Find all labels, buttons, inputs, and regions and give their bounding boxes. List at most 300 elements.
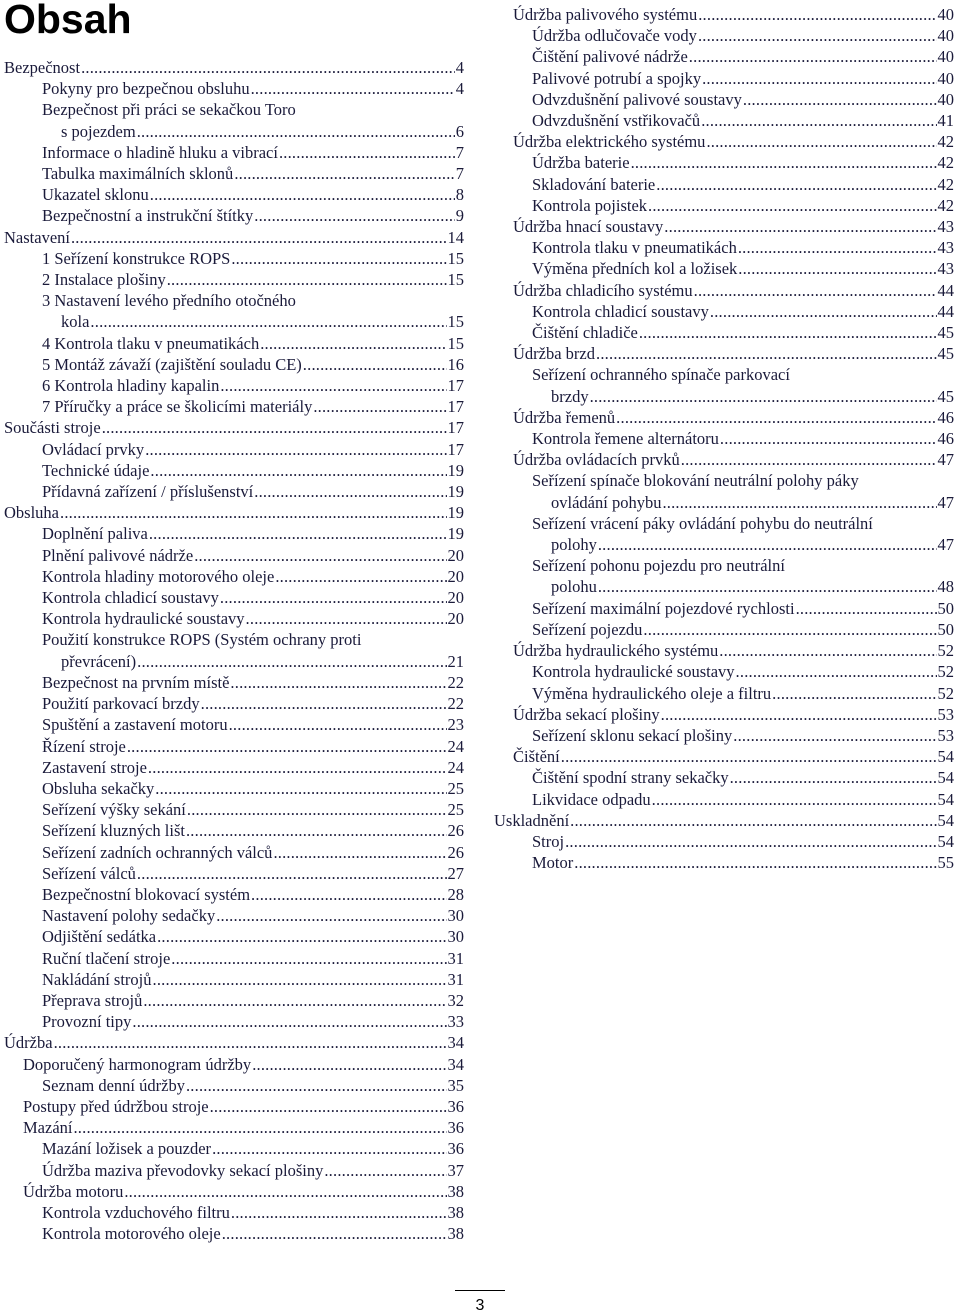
toc-page-number: 46 (937, 429, 954, 449)
toc-entry[interactable] (494, 280, 954, 301)
dot-leader (220, 587, 447, 608)
toc-entry-title: Tabulka maximálních sklonů (42, 164, 234, 184)
toc-entry[interactable] (4, 290, 464, 332)
dot-leader (201, 693, 447, 714)
dot-leader (275, 566, 446, 587)
toc-page-number: 40 (937, 68, 954, 88)
toc-entry[interactable] (4, 439, 464, 460)
dot-leader (273, 842, 446, 863)
toc-entry[interactable] (4, 184, 464, 205)
toc-entry-title: Provozní tipy (42, 1012, 132, 1032)
toc-entry-title: Použití konstrukce ROPS (Systém ochrany proti (42, 630, 362, 650)
toc-entry[interactable] (4, 820, 464, 841)
toc-entry[interactable] (494, 810, 954, 831)
toc-entry-title: Údržba hydraulického systému (513, 641, 719, 661)
toc-entry[interactable] (4, 545, 464, 566)
dot-leader (231, 248, 446, 269)
toc-entry[interactable] (4, 78, 464, 99)
toc-entry[interactable] (4, 926, 464, 947)
toc-entry-title: Údržba ovládacích prvků (513, 450, 680, 470)
toc-entry-title: Doporučený harmonogram údržby (23, 1054, 252, 1074)
dot-leader (194, 545, 446, 566)
toc-page-number: 40 (937, 5, 954, 24)
toc-entry-title: Ruční tlačení stroje (42, 948, 171, 968)
toc-entry[interactable] (4, 1160, 464, 1181)
toc-page-number: 53 (937, 704, 954, 724)
toc-page-number: 44 (937, 301, 954, 321)
toc-entry[interactable] (4, 142, 464, 163)
toc-entry[interactable] (4, 205, 464, 226)
toc-entry-title: Řízení stroje (42, 736, 126, 756)
toc-page-number: 26 (447, 821, 464, 841)
toc-entry[interactable] (494, 725, 954, 746)
dot-leader (73, 1117, 446, 1138)
toc-page-number: 50 (937, 619, 954, 639)
toc-page-number: 42 (937, 132, 954, 152)
toc-entry[interactable] (4, 799, 464, 820)
dot-leader (137, 863, 447, 884)
toc-page-number: 25 (447, 800, 464, 820)
toc-entry-title: Kontrola hydraulické soustavy (42, 609, 245, 629)
dot-leader (229, 714, 447, 735)
toc-entry[interactable] (494, 237, 954, 258)
toc-entry[interactable] (494, 767, 954, 788)
toc-entry[interactable] (4, 714, 464, 735)
toc-entry[interactable] (494, 322, 954, 343)
toc-entry-title: Čištění spodní strany sekačky (532, 768, 729, 788)
toc-entry[interactable] (4, 566, 464, 587)
toc-entry[interactable] (494, 174, 954, 195)
toc-page-number: 47 (937, 450, 954, 470)
toc-entry-title: Technické údaje (42, 460, 150, 480)
toc-page-number: 30 (447, 906, 464, 926)
toc-entry[interactable] (4, 1181, 464, 1202)
toc-entry-title: Kontrola vzduchového filtru (42, 1202, 230, 1222)
dot-leader (127, 736, 447, 757)
toc-page-number: 17 (447, 418, 464, 438)
toc-entry-title: Likvidace odpadu (532, 789, 651, 809)
toc-entry[interactable] (4, 1075, 464, 1096)
toc-entry[interactable] (4, 248, 464, 269)
toc-page-number: 24 (447, 757, 464, 777)
toc-entry[interactable] (4, 969, 464, 990)
toc-entry-title: Zastavení stroje (42, 757, 147, 777)
toc-entry[interactable] (4, 1096, 464, 1117)
toc-entry[interactable] (494, 704, 954, 725)
toc-entry-title: Mazání ložisek a pouzder (42, 1139, 212, 1159)
toc-entry-title: Uskladnění (494, 810, 570, 830)
toc-entry[interactable] (4, 778, 464, 799)
toc-entry-title: Kontrola chladicí soustavy (42, 588, 219, 608)
toc-entry[interactable] (4, 481, 464, 502)
dot-leader (710, 301, 937, 322)
toc-entry-title: 4 Kontrola tlaku v pneumatikách (42, 333, 260, 353)
toc-entry[interactable] (494, 746, 954, 767)
toc-page-number: 47 (937, 492, 954, 512)
toc-entry-title: Čištění palivové nádrže (532, 47, 688, 67)
toc-page-number: 8 (455, 185, 464, 205)
toc-page-number: 26 (447, 842, 464, 862)
dot-leader (648, 195, 936, 216)
toc-entry-title: brzdy (551, 386, 589, 406)
toc-entry[interactable] (4, 1223, 464, 1244)
toc-entry[interactable] (4, 417, 464, 438)
toc-entry-title: Nastavení (4, 227, 70, 247)
toc-entry[interactable] (4, 227, 464, 248)
toc-page-number: 22 (447, 672, 464, 692)
dot-leader (124, 1181, 446, 1202)
toc-entry-title: Stroj (532, 831, 565, 851)
toc-entry-title: Výměna předních kol a ložisek (532, 259, 738, 279)
toc-page-number: 19 (447, 524, 464, 544)
dot-leader (252, 1054, 446, 1075)
toc-entry[interactable] (494, 364, 954, 406)
dot-leader (701, 110, 936, 131)
toc-entry-title: Seřízení výšky sekání (42, 800, 186, 820)
toc-entry-title: Seřízení pohonu pojezdu pro neutrální (532, 556, 785, 576)
toc-entry[interactable] (494, 555, 954, 597)
toc-entry[interactable] (4, 1138, 464, 1159)
toc-entry-title: Údržba motoru (23, 1181, 124, 1201)
toc-entry-title: Odjištění sedátka (42, 927, 157, 947)
dot-leader (738, 237, 937, 258)
toc-page-number: 27 (447, 863, 464, 883)
toc-entry[interactable] (494, 216, 954, 237)
toc-entry[interactable] (494, 831, 954, 852)
page-number: 3 (455, 1290, 505, 1315)
toc-entry-title: Motor (532, 853, 574, 873)
toc-entry-title: Čištění (513, 747, 560, 767)
dot-leader (155, 778, 446, 799)
toc-entry[interactable] (4, 736, 464, 757)
toc-entry[interactable] (4, 1054, 464, 1075)
dot-leader (662, 492, 936, 513)
toc-page-number: 40 (937, 89, 954, 109)
toc-page-number: 20 (447, 609, 464, 629)
toc-page-number: 52 (937, 662, 954, 682)
toc-entry-title: Údržba sekací plošiny (513, 704, 660, 724)
dot-leader (598, 534, 937, 555)
dot-leader (661, 704, 937, 725)
toc-entry-title: 6 Kontrola hladiny kapalin (42, 376, 220, 396)
toc-entry-title: Kontrola pojistek (532, 195, 648, 215)
toc-entry[interactable] (4, 863, 464, 884)
dot-leader (71, 227, 447, 248)
dot-leader (186, 1075, 447, 1096)
toc-entry-title: Spuštění a zastavení motoru (42, 715, 228, 735)
toc-entry-title: Údržba řemenů (513, 407, 616, 427)
toc-entry[interactable] (494, 449, 954, 470)
toc-page-number: 37 (447, 1160, 464, 1180)
toc-page-number: 47 (937, 535, 954, 555)
toc-page-number: 43 (937, 217, 954, 237)
toc-entry[interactable] (494, 470, 954, 512)
dot-leader (738, 258, 936, 279)
dot-leader (254, 205, 454, 226)
dot-leader (260, 333, 446, 354)
toc-page-number: 17 (447, 376, 464, 396)
toc-entry[interactable] (4, 1032, 464, 1053)
toc-entry-title: Informace o hladině hluku a vibrací (42, 142, 278, 162)
toc-entry[interactable] (494, 661, 954, 682)
toc-page-number: 7 (455, 164, 464, 184)
toc-page-number: 31 (447, 948, 464, 968)
toc-page-number: 28 (447, 884, 464, 904)
dot-leader (656, 174, 936, 195)
toc-entry[interactable] (494, 258, 954, 279)
dot-leader (565, 831, 936, 852)
toc-entry-title: Kontrola hydraulické soustavy (532, 662, 735, 682)
dot-leader (90, 311, 446, 332)
toc-entry-title: Čištění chladiče (532, 323, 638, 343)
toc-entry-title: Seřízení zadních ochranných válců (42, 842, 273, 862)
dot-leader (574, 852, 936, 873)
toc-entry[interactable] (494, 68, 954, 89)
toc-entry[interactable] (4, 587, 464, 608)
toc-entry[interactable] (4, 757, 464, 778)
toc-entry-title: Seřízení ochranného spínače parkovací (532, 365, 790, 385)
toc-entry[interactable] (4, 396, 464, 417)
dot-leader (279, 142, 455, 163)
toc-entry[interactable] (4, 354, 464, 375)
toc-entry[interactable] (4, 1117, 464, 1138)
toc-entry[interactable] (494, 598, 954, 619)
toc-entry[interactable] (4, 990, 464, 1011)
toc-entry-title: Obsluha (4, 503, 59, 523)
toc-entry[interactable] (494, 4, 954, 25)
toc-entry[interactable] (494, 343, 954, 364)
toc-entry-title: polohu (551, 577, 597, 597)
toc-page-number: 15 (447, 312, 464, 332)
toc-page-number: 34 (447, 1054, 464, 1074)
toc-page-number: 33 (447, 1012, 464, 1032)
toc-page-number: 22 (447, 694, 464, 714)
toc-page-number: 17 (447, 397, 464, 417)
toc-page-number: 19 (447, 460, 464, 480)
toc-entry-title: polohy (551, 535, 597, 555)
toc-page-number: 45 (937, 344, 954, 364)
dot-leader (702, 68, 936, 89)
dot-leader (137, 121, 455, 142)
toc-page-number: 17 (447, 439, 464, 459)
toc-entry[interactable] (4, 460, 464, 481)
toc-page-number: 20 (447, 566, 464, 586)
toc-entry[interactable] (4, 842, 464, 863)
toc-page-number: 52 (937, 641, 954, 661)
toc-entry[interactable] (494, 89, 954, 110)
dot-leader (187, 799, 447, 820)
toc-entry[interactable] (494, 640, 954, 661)
dot-leader (231, 1202, 447, 1223)
toc-entry[interactable] (4, 163, 464, 184)
toc-entry[interactable] (494, 110, 954, 131)
dot-leader (596, 343, 936, 364)
toc-page-number: 21 (447, 651, 464, 671)
dot-leader (698, 25, 937, 46)
toc-entry[interactable] (494, 46, 954, 67)
dot-leader (54, 1032, 447, 1053)
dot-leader (150, 184, 455, 205)
toc-entry-title: Nastavení polohy sedačky (42, 906, 216, 926)
toc-entry[interactable] (4, 672, 464, 693)
toc-entry-title: Použití parkovací brzdy (42, 694, 200, 714)
toc-entry-title: 7 Příručky a práce se školicími materiály (42, 397, 313, 417)
dot-leader (694, 280, 937, 301)
toc-entry-title: Ukazatel sklonu (42, 185, 149, 205)
dot-leader (631, 152, 937, 173)
toc-entry[interactable] (4, 905, 464, 926)
toc-entry-title: 5 Montáž závaží (zajištění souladu CE) (42, 354, 302, 374)
toc-entry[interactable] (494, 683, 954, 704)
toc-entry[interactable] (4, 629, 464, 671)
toc-page-number: 4 (455, 79, 464, 99)
toc-page-number: 14 (447, 227, 464, 247)
toc-entry[interactable] (4, 608, 464, 629)
toc-page-number: 45 (937, 386, 954, 406)
toc-entry[interactable] (4, 333, 464, 354)
dot-leader (145, 439, 446, 460)
toc-entry-title: Seřízení válců (42, 863, 136, 883)
toc-entry-title: kola (61, 312, 90, 332)
toc-entry-title: Údržba odlučovače vody (532, 26, 697, 46)
dot-leader (234, 163, 454, 184)
toc-entry-title: Palivové potrubí a spojky (532, 68, 702, 88)
toc-page-number: 55 (937, 853, 954, 873)
toc-entry-title: Údržba hnací soustavy (513, 217, 664, 237)
dot-leader (222, 1223, 447, 1244)
toc-page-number: 54 (937, 789, 954, 809)
toc-entry-title: Seřízení kluzných lišt (42, 821, 185, 841)
toc-entry-title: Skladování baterie (532, 174, 656, 194)
dot-leader (743, 89, 937, 110)
toc-entry[interactable] (494, 789, 954, 810)
toc-page-number: 15 (447, 270, 464, 290)
dot-leader (616, 407, 936, 428)
toc-entry-title: Mazání (23, 1118, 73, 1138)
dot-leader (681, 449, 937, 470)
dot-leader (148, 757, 447, 778)
toc-entry[interactable] (494, 619, 954, 640)
toc-entry[interactable] (4, 884, 464, 905)
toc-entry[interactable] (4, 1202, 464, 1223)
toc-entry[interactable] (4, 269, 464, 290)
toc-entry-title: Seznam denní údržby (42, 1075, 185, 1095)
toc-page-number: 6 (455, 121, 464, 141)
toc-entry[interactable] (494, 195, 954, 216)
toc-entry[interactable] (494, 513, 954, 555)
toc-entry-title: Údržba maziva převodovky sekací plošiny (42, 1160, 324, 1180)
toc-page-number: 19 (447, 482, 464, 502)
dot-leader (137, 651, 446, 672)
toc-entry[interactable] (4, 99, 464, 141)
toc-page-number: 50 (937, 598, 954, 618)
toc-page-number: 54 (937, 831, 954, 851)
dot-leader (132, 1011, 446, 1032)
dot-leader (157, 926, 446, 947)
toc-entry-title: Seřízení maximální pojezdové rychlosti (532, 598, 795, 618)
toc-entry-title: Součásti stroje (4, 418, 101, 438)
dot-leader (149, 523, 447, 544)
toc-page-number: 52 (937, 683, 954, 703)
toc-entry-title: Odvzdušnění palivové soustavy (532, 89, 742, 109)
dot-leader (730, 767, 937, 788)
dot-leader (60, 502, 447, 523)
toc-entry[interactable] (494, 301, 954, 322)
toc-page-number: 35 (447, 1075, 464, 1095)
dot-leader (689, 46, 937, 67)
toc-entry-title: Údržba baterie (532, 153, 630, 173)
toc-entry-title: Seřízení spínače blokování neutrální polohy páky (532, 471, 859, 491)
toc-entry-title: Výměna hydraulického oleje a filtru (532, 683, 772, 703)
toc-entry[interactable] (4, 1011, 464, 1032)
toc-page-number: 43 (937, 238, 954, 258)
toc-page-number: 43 (937, 259, 954, 279)
toc-entry[interactable] (494, 428, 954, 449)
dot-leader (664, 216, 936, 237)
dot-leader (220, 375, 446, 396)
toc-page-number: 9 (455, 206, 464, 226)
dot-leader (324, 1160, 446, 1181)
toc-page-number: 44 (937, 280, 954, 300)
toc-entry-title: Údržba elektrického systému (513, 132, 706, 152)
toc-page-number: 16 (447, 354, 464, 374)
toc-page-number: 36 (447, 1096, 464, 1116)
dot-leader (303, 354, 447, 375)
toc-entry[interactable] (4, 693, 464, 714)
toc-entry-title: 3 Nastavení levého předního otočného (42, 291, 296, 311)
toc-entry[interactable] (4, 948, 464, 969)
toc-entry-title: Kontrola tlaku v pneumatikách (532, 238, 737, 258)
toc-entry-title: převrácení) (61, 651, 137, 671)
toc-entry[interactable] (4, 375, 464, 396)
toc-entry[interactable] (4, 57, 464, 78)
toc-entry[interactable] (4, 523, 464, 544)
toc-page-number: 42 (937, 174, 954, 194)
dot-leader (216, 905, 446, 926)
toc-page-number: 7 (455, 142, 464, 162)
toc-page-number: 30 (447, 927, 464, 947)
dot-leader (251, 78, 455, 99)
toc-entry-title: Kontrola chladicí soustavy (532, 301, 709, 321)
dot-leader (254, 481, 446, 502)
toc-entry-title: Pokyny pro bezpečnou obsluhu (42, 79, 250, 99)
toc-page-number: 31 (447, 969, 464, 989)
toc-entry-title: Bezpečnost (4, 58, 81, 77)
toc-entry[interactable] (494, 152, 954, 173)
toc-entry[interactable] (494, 407, 954, 428)
toc-entry[interactable] (494, 131, 954, 152)
dot-leader (143, 990, 446, 1011)
dot-leader (590, 386, 937, 407)
dot-leader (736, 661, 937, 682)
dot-leader (246, 608, 447, 629)
toc-page-number: 46 (937, 407, 954, 427)
dot-leader (698, 4, 936, 25)
dot-leader (153, 969, 447, 990)
toc-entry[interactable] (494, 852, 954, 873)
dot-leader (171, 948, 446, 969)
toc-entry[interactable] (4, 502, 464, 523)
toc-entry-title: Přídavná zařízení / příslušenství (42, 482, 254, 502)
toc-page-number: 19 (447, 503, 464, 523)
toc-entry[interactable] (494, 25, 954, 46)
toc-entry-title: Kontrola hladiny motorového oleje (42, 566, 275, 586)
toc-page-number: 36 (447, 1118, 464, 1138)
toc-entry-title: Seřízení pojezdu (532, 619, 643, 639)
toc-entry-title: Odvzdušnění vstřikovačů (532, 111, 701, 131)
toc-page-number: 38 (447, 1202, 464, 1222)
toc-page-number: 45 (937, 323, 954, 343)
